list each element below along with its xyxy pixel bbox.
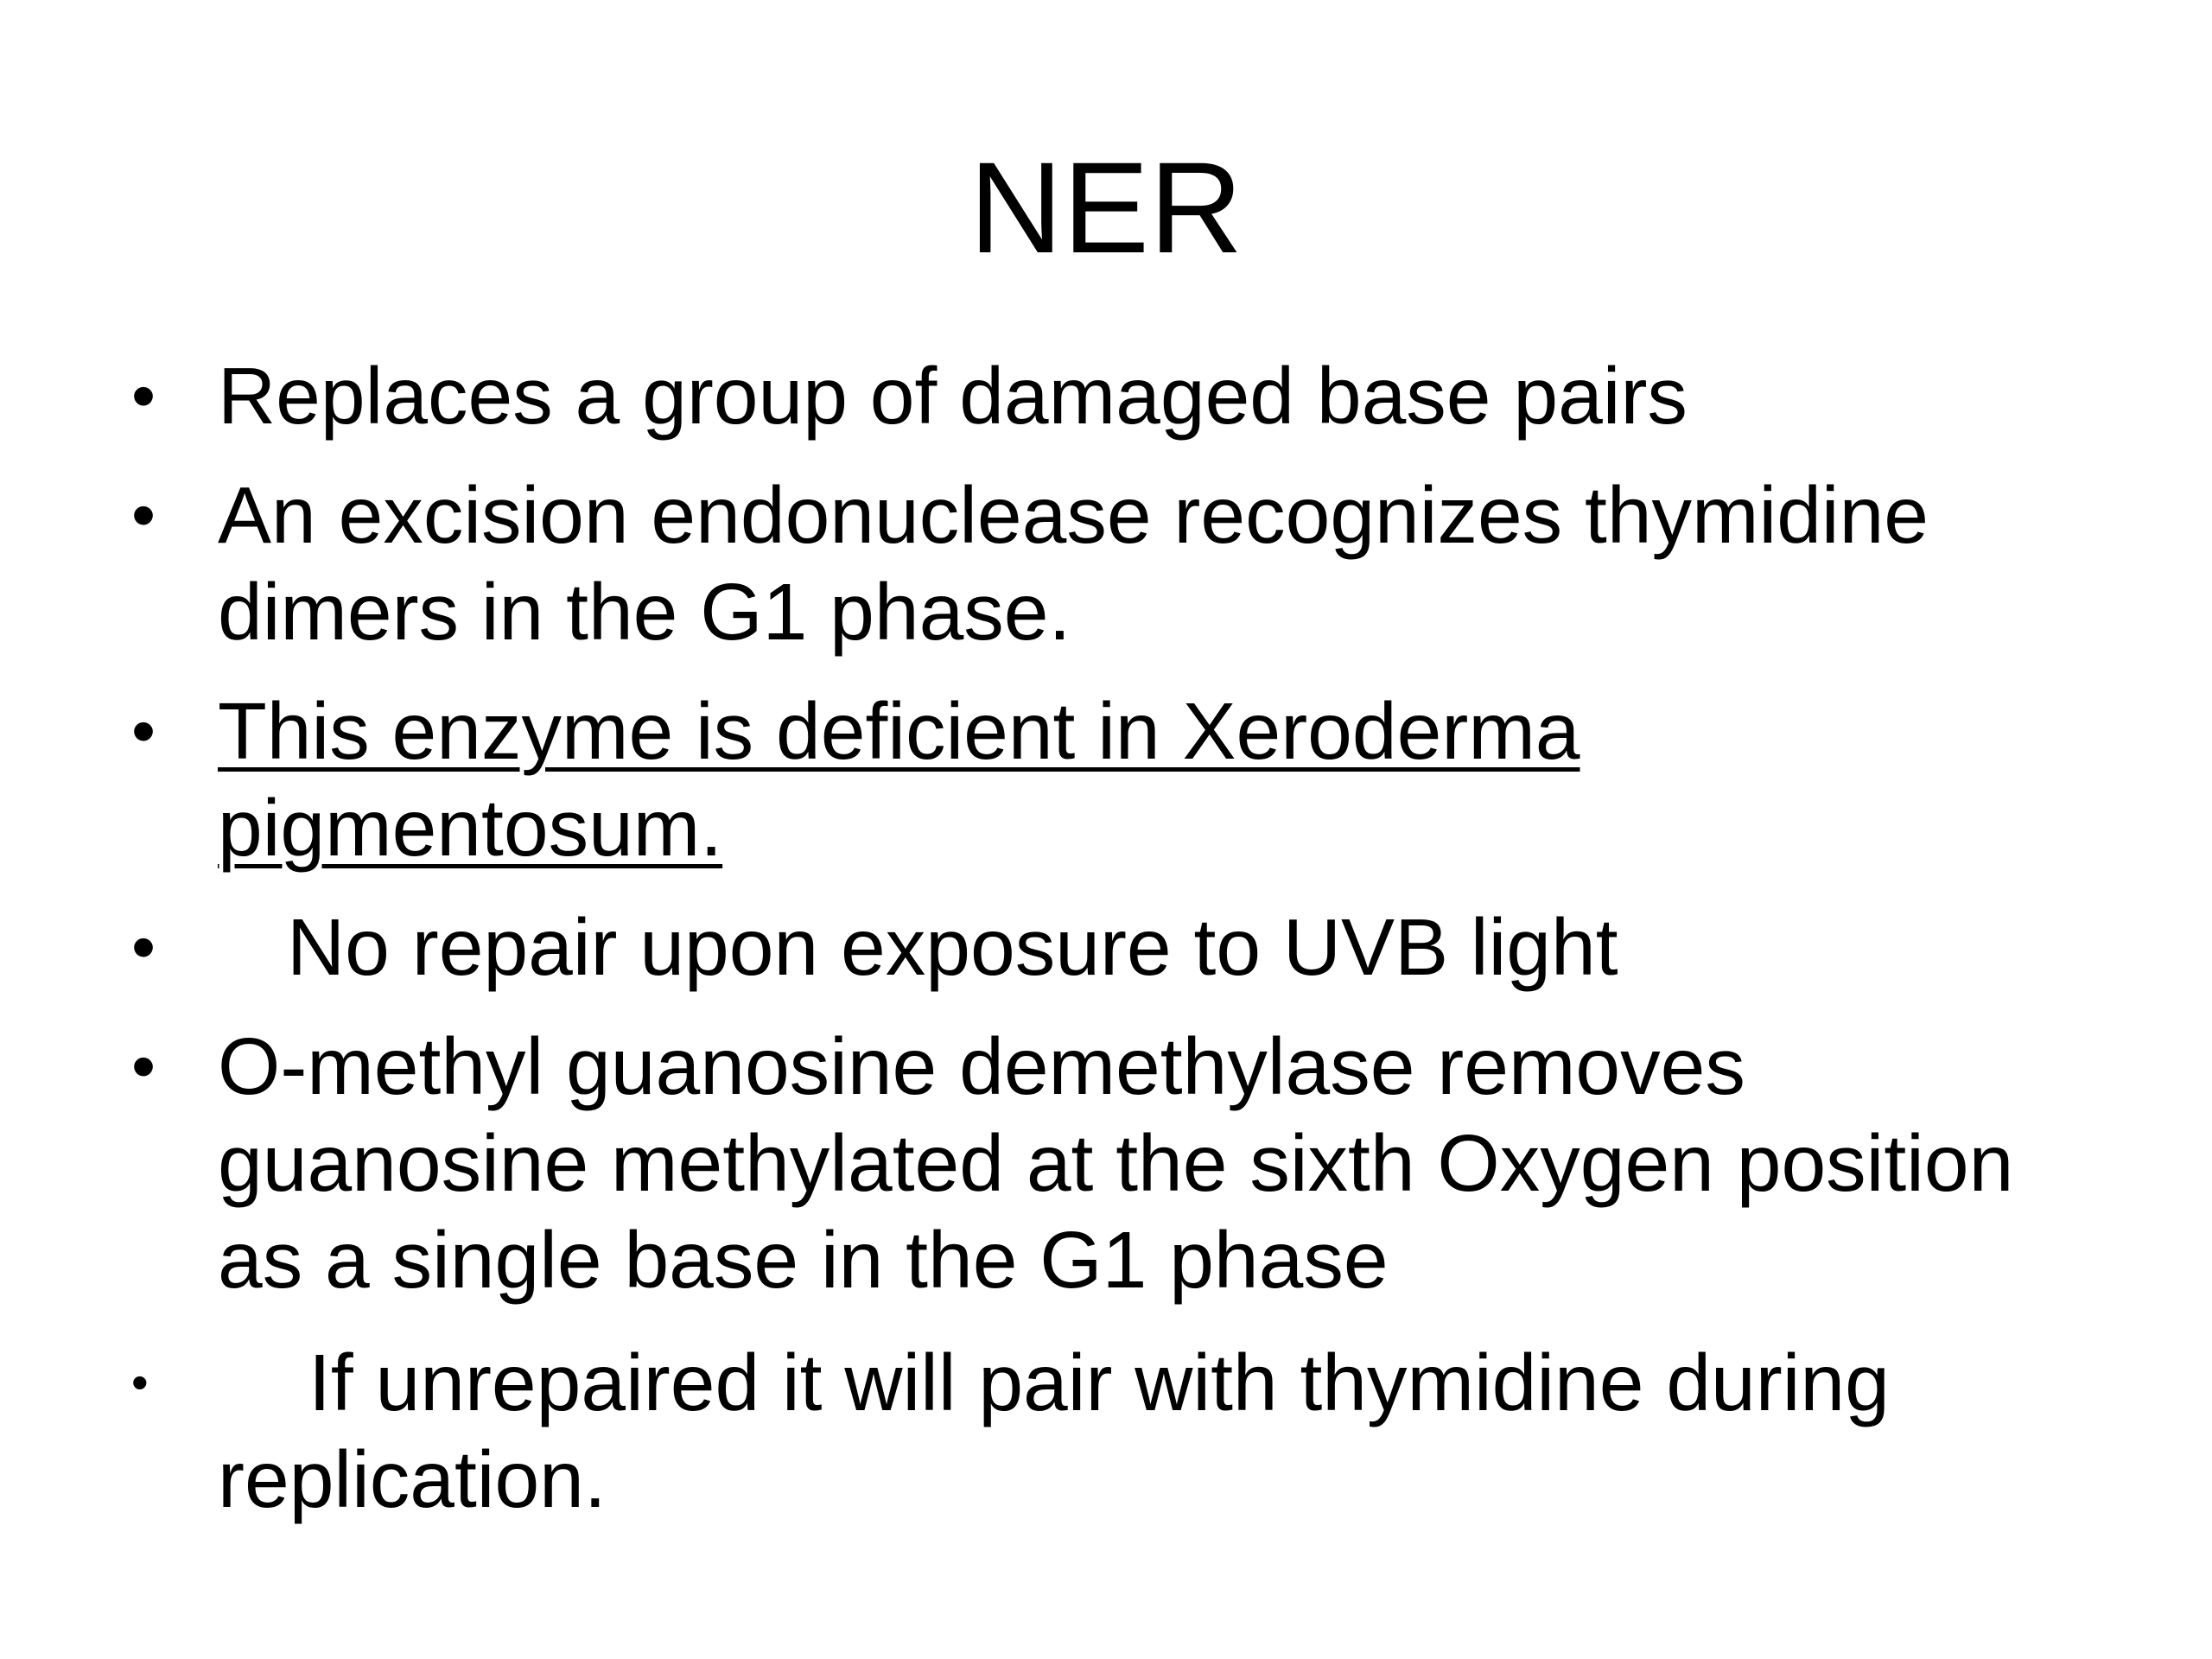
bullet-text-underlined xyxy=(218,683,2101,876)
bullet-dot-icon: • xyxy=(131,476,156,553)
bullet-line: This enzyme is deficient in Xeroderma xyxy=(218,686,1580,776)
bullet-line: Replaces a group of damaged base pairs xyxy=(218,351,1688,441)
bullet-text xyxy=(218,347,2101,444)
bullet-line: An excision endonuclease recognizes thymidine xyxy=(218,470,1929,560)
bullet-line: O-methyl guanosine demethylase removes xyxy=(218,1021,1745,1111)
bullet-line: replication. xyxy=(218,1434,607,1524)
bullet-dot-icon: • xyxy=(131,1027,156,1104)
bullet-line: dimers in the G1 phase. xyxy=(218,567,1071,657)
bullet-line: guanosine methylated at the sixth Oxygen position xyxy=(218,1118,2014,1208)
bullet-line: If unrepaired it will pair with thymidine during xyxy=(308,1338,1890,1427)
bullet-line: No repair upon exposure to UVB light xyxy=(287,902,1618,992)
bullet-text xyxy=(218,467,2101,660)
bullet-text xyxy=(218,1018,2101,1308)
bullet-line: pigmentosum. xyxy=(218,783,723,873)
bullet-dot-icon: • xyxy=(131,908,156,985)
bullet-text xyxy=(218,1334,2101,1528)
bullet-dot-icon: • xyxy=(131,1355,149,1409)
bullet-dot-icon: • xyxy=(131,692,156,769)
slide-title: NER xyxy=(969,135,1243,280)
bullet-line: as a single base in the G1 phase xyxy=(218,1215,1389,1305)
bullet-text xyxy=(287,899,2171,995)
bullet-dot-icon: • xyxy=(131,357,156,434)
